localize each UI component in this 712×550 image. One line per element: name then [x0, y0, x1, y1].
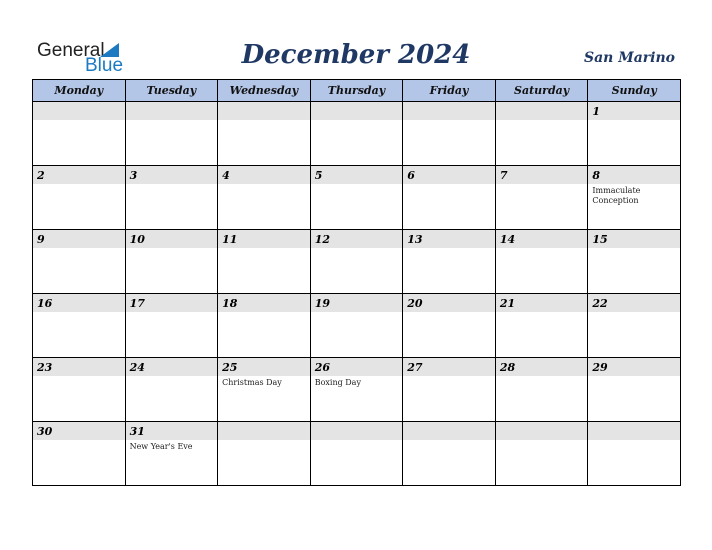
weekday-header-monday: Monday [33, 80, 126, 102]
day-cell [310, 358, 403, 422]
day-number: 15 [588, 230, 680, 248]
day-number: 7 [496, 166, 588, 184]
day-cell [310, 166, 403, 230]
day-cell [218, 422, 311, 486]
weekday-header-wednesday: Wednesday [218, 80, 311, 102]
calendar-title: December 2024 [241, 40, 471, 70]
day-cell [125, 102, 218, 166]
holiday-label: Christmas Day [222, 378, 282, 387]
holiday-label: New Year's Eve [129, 442, 193, 451]
holiday-label: Immaculate Conception [592, 186, 641, 205]
week-row [33, 358, 681, 422]
day-cell [588, 166, 681, 230]
day-number: 13 [403, 230, 495, 248]
day-cell [218, 358, 311, 422]
day-cell [218, 102, 311, 166]
day-number [218, 422, 310, 440]
day-cell [403, 294, 496, 358]
day-cell [403, 358, 496, 422]
day-number: 6 [403, 166, 495, 184]
day-cell [125, 166, 218, 230]
day-number: 30 [33, 422, 125, 440]
week-row [33, 102, 681, 166]
day-cell [588, 358, 681, 422]
day-number: 3 [126, 166, 218, 184]
day-cell [495, 294, 588, 358]
day-cell [588, 102, 681, 166]
day-cell [218, 294, 311, 358]
week-row [33, 230, 681, 294]
day-number [403, 422, 495, 440]
day-number: 29 [588, 358, 680, 376]
day-cell [495, 230, 588, 294]
day-number: 28 [496, 358, 588, 376]
day-cell [218, 230, 311, 294]
day-cell [495, 166, 588, 230]
day-cell [403, 230, 496, 294]
day-number: 14 [496, 230, 588, 248]
day-number: 2 [33, 166, 125, 184]
day-number: 25 [218, 358, 310, 376]
day-cell [125, 230, 218, 294]
day-cell [403, 166, 496, 230]
holiday-label: Boxing Day [314, 378, 361, 387]
day-number: 22 [588, 294, 680, 312]
day-number: 4 [218, 166, 310, 184]
day-number: 23 [33, 358, 125, 376]
day-cell [403, 422, 496, 486]
day-number: 10 [126, 230, 218, 248]
day-number [311, 102, 403, 120]
day-cell [33, 422, 126, 486]
weekday-header-saturday: Saturday [495, 80, 588, 102]
day-number: 12 [311, 230, 403, 248]
day-number: 9 [33, 230, 125, 248]
day-cell [310, 422, 403, 486]
day-number [126, 102, 218, 120]
day-number [496, 422, 588, 440]
day-cell [125, 422, 218, 486]
day-number [311, 422, 403, 440]
day-cell [495, 422, 588, 486]
day-cell [403, 102, 496, 166]
day-cell [495, 102, 588, 166]
day-number: 21 [496, 294, 588, 312]
day-cell [125, 358, 218, 422]
day-number: 19 [311, 294, 403, 312]
weekday-header-friday: Friday [403, 80, 496, 102]
week-row [33, 294, 681, 358]
day-cell [33, 358, 126, 422]
day-number: 27 [403, 358, 495, 376]
day-number [588, 422, 680, 440]
day-number: 1 [588, 102, 680, 120]
day-number: 11 [218, 230, 310, 248]
day-number: 5 [311, 166, 403, 184]
day-cell [310, 230, 403, 294]
day-cell [218, 166, 311, 230]
day-number: 8 [588, 166, 680, 184]
logo-general: General [37, 40, 105, 61]
day-cell [310, 102, 403, 166]
day-number: 17 [126, 294, 218, 312]
day-cell [588, 230, 681, 294]
day-number [218, 102, 310, 120]
day-number [496, 102, 588, 120]
day-number: 26 [311, 358, 403, 376]
day-number: 31 [126, 422, 218, 440]
day-cell [33, 166, 126, 230]
day-cell [495, 358, 588, 422]
day-number: 24 [126, 358, 218, 376]
day-cell [33, 230, 126, 294]
weekday-header-thursday: Thursday [310, 80, 403, 102]
day-cell [588, 422, 681, 486]
calendar-grid [32, 79, 681, 486]
week-row [33, 422, 681, 486]
day-number [403, 102, 495, 120]
day-cell [33, 294, 126, 358]
day-number: 20 [403, 294, 495, 312]
day-number: 16 [33, 294, 125, 312]
day-cell [310, 294, 403, 358]
day-cell [125, 294, 218, 358]
weekday-header-tuesday: Tuesday [125, 80, 218, 102]
day-number [33, 102, 125, 120]
day-cell [33, 102, 126, 166]
weekday-header-sunday: Sunday [588, 80, 681, 102]
week-row [33, 166, 681, 230]
country-label: San Marino [583, 50, 675, 66]
day-number: 18 [218, 294, 310, 312]
logo-blue: Blue [85, 55, 124, 76]
day-cell [588, 294, 681, 358]
